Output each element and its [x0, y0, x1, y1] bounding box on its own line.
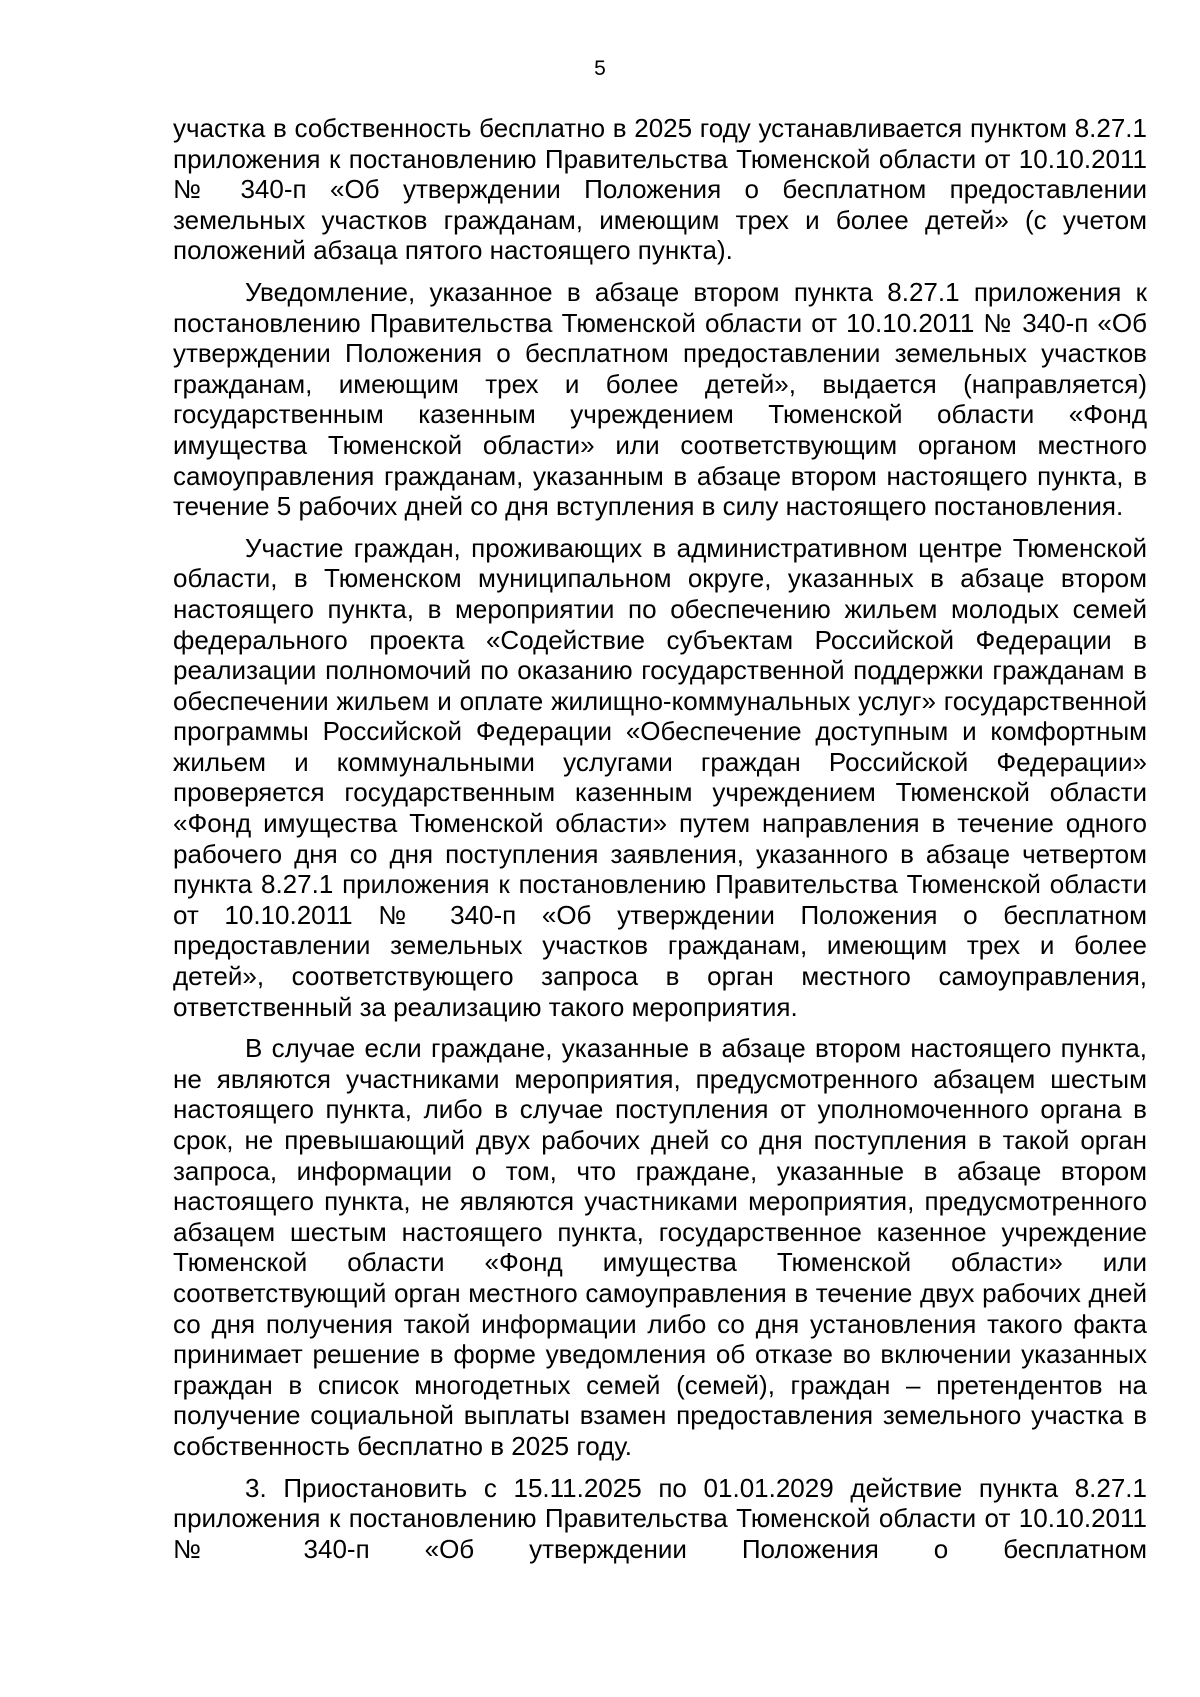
paragraph-notification: Уведомление, указанное в абзаце втором пункта 8.27.1 приложения к постановлению Правительства Тюменской области от 10.10.2011 № 340-п «Об утверждении Положения о бесплатном предоставлении земельных участков гражданам, имеющим трех и более детей», выдается (направляется) государственным казенным учреждением Тюменской области «Фонд имущества Тюменской области» или соответствующим органом местного самоуправления гражданам, указанным в абзаце втором настоящего пункта, в течение 5 рабочих дней со дня вступления в силу настоящего постановления. [173, 276, 1147, 522]
document-body [173, 113, 1147, 1575]
paragraph-suspension: 3. Приостановить с 15.11.2025 по 01.01.2029 действие пункта 8.27.1 приложения к постановлению Правительства Тюменской области от 10.10.2011 № 340-п «Об утверждении Положения о бесплатном [173, 1472, 1147, 1564]
paragraph-refusal-case: В случае если граждане, указанные в абзаце втором настоящего пункта, не являются участниками мероприятия, предусмотренного абзацем шестым настоящего пункта, либо в случае поступления от уполномоченного органа в срок, не превышающий двух рабочих дней со дня поступления в такой орган запроса, информации о том, что граждане, указанные в абзаце втором настоящего пункта, не являются участниками мероприятия, предусмотренного абзацем шестым настоящего пункта, государственное казенное учреждение Тюменской области «Фонд имущества Тюменской области» или соответствующий орган местного самоуправления в течение двух рабочих дней со дня получения такой информации либо со дня установления такого факта принимает решение в форме уведомления об отказе во включении указанных граждан в список многодетных семей (семей), граждан – претендентов на получение социальной выплаты взамен предоставления земельного участка в собственность бесплатно в 2025 году. [173, 1033, 1147, 1461]
paragraph-continuation: участка в собственность бесплатно в 2025 году устанавливается пунктом 8.27.1 приложения к постановлению Правительства Тюменской области от 10.10.2011 № 340-п «Об утверждении Положения о бесплатном предоставлении земельных участков гражданам, имеющим трех и более детей» (с учетом положений абзаца пятого настоящего пункта). [173, 113, 1147, 266]
page-number: 5 [594, 57, 606, 80]
paragraph-participation: Участие граждан, проживающих в административном центре Тюменской области, в Тюменском муниципальном округе, указанных в абзаце втором настоящего пункта, в мероприятии по обеспечению жильем молодых семей федерального проекта «Содействие субъектам Российской Федерации в реализации полномочий по оказанию государственной поддержки гражданам в обеспечении жильем и оплате жилищно-коммунальных услуг» государственной программы Российской Федерации «Обеспечение доступным и комфортным жильем и коммунальными услугами граждан Российской Федерации» проверяется государственным казенным учреждением Тюменской области «Фонд имущества Тюменской области» путем направления в течение одного рабочего дня со дня поступления заявления, указанного в абзаце четвертом пункта 8.27.1 приложения к постановлению Правительства Тюменской области от 10.10.2011 № 340-п «Об утверждении Положения о бесплатном предоставлении земельных участков гражданам, имеющим трех и более детей», соответствующего запроса в орган местного самоуправления, ответственный за реализацию такого мероприятия. [173, 532, 1147, 1022]
